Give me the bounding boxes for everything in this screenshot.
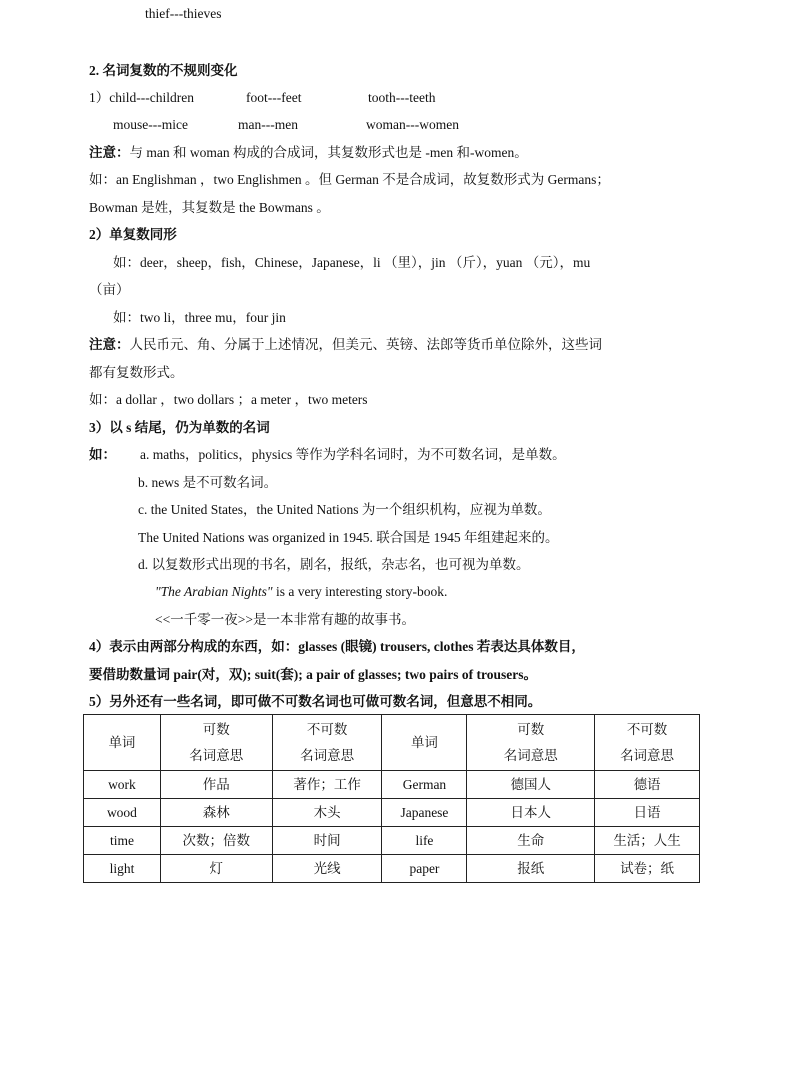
table-cell: 次数；倍数 xyxy=(160,827,272,855)
example-thief: thief---thieves xyxy=(145,6,222,21)
table-cell: paper xyxy=(382,855,467,883)
example-woman: woman---women xyxy=(366,117,459,132)
example-arabian-nights xyxy=(155,583,447,601)
table-cell: light xyxy=(84,855,161,883)
example-dollar: 如：a dollar ，two dollars ；a meter ，two meters xyxy=(89,392,368,407)
table-cell: 日语 xyxy=(595,799,700,827)
table-cell: work xyxy=(84,771,161,799)
table-cell: 灯 xyxy=(160,855,272,883)
table-row xyxy=(84,799,700,827)
table-cell: 时间 xyxy=(272,827,382,855)
example-tooth: tooth---teeth xyxy=(368,90,436,105)
example-child: 1）child---children xyxy=(89,90,194,105)
table-cell: 作品 xyxy=(160,771,272,799)
table-cell: time xyxy=(84,827,161,855)
table-header-row xyxy=(84,715,700,771)
note-compound-words xyxy=(89,144,528,162)
table-cell: 生活；人生 xyxy=(595,827,700,855)
table-row xyxy=(84,855,700,883)
example-same-form-list-cont: （亩） xyxy=(89,282,130,297)
section-heading-irregular-plurals: 2. 名词复数的不规则变化 xyxy=(89,63,238,78)
example-news: b. news 是不可数名词。 xyxy=(138,475,278,490)
example-united-nations: The United Nations was organized in 1945. 联合国是 1945 年组建起来的。 xyxy=(138,530,559,545)
header-cell: 可数 名词意思 xyxy=(467,715,595,771)
example-label: 如： xyxy=(89,447,116,462)
note-text: 与 man 和 woman 构成的合成词，其复数形式也是 -men 和-women。 xyxy=(129,145,528,160)
example-maths xyxy=(89,446,566,464)
table-row xyxy=(84,771,700,799)
example-mouse: mouse---mice xyxy=(113,117,188,132)
table-cell: 木头 xyxy=(272,799,382,827)
example-englishman: 如：an Englishman ，two Englishmen 。但 German 不是合成词，故复数形式为 Germans； xyxy=(89,172,610,187)
note-currency xyxy=(89,336,602,354)
table-row xyxy=(84,827,700,855)
example-arabian-nights-translation: <<一千零一夜>>是一本非常有趣的故事书。 xyxy=(155,612,415,627)
note-label: 注意： xyxy=(89,337,130,352)
subheading-two-part-things-cont: 要借助数量词 pair(对，双); suit(套); a pair of glasses; two pairs of trousers。 xyxy=(89,667,537,682)
note-text: 人民币元、角、分属于上述情况，但美元、英镑、法郎等货币单位除外，这些词 xyxy=(129,337,602,352)
note-currency-cont: 都有复数形式。 xyxy=(89,365,184,380)
example-bowman: Bowman 是姓，其复数是 the Bowmans 。 xyxy=(89,200,330,215)
note-label: 注意： xyxy=(89,145,130,160)
table-cell: life xyxy=(382,827,467,855)
table-cell: 森林 xyxy=(160,799,272,827)
subheading-same-form: 2）单复数同形 xyxy=(89,227,177,242)
table-cell: Japanese xyxy=(382,799,467,827)
subheading-s-ending: 3）以 s 结尾，仍为单数的名词 xyxy=(89,420,270,435)
table-cell: German xyxy=(382,771,467,799)
example-text: is a very interesting story-book. xyxy=(272,584,448,599)
example-units: 如：two li，three mu，four jin xyxy=(113,310,286,325)
book-title: "The Arabian Nights" xyxy=(155,584,273,599)
subheading-two-part-things: 4）表示由两部分构成的东西，如：glasses (眼镜) trousers, clothes 若表达具体数目， xyxy=(89,639,585,654)
table-cell: 著作；工作 xyxy=(272,771,382,799)
countable-uncountable-table xyxy=(83,714,700,883)
table-cell: 德国人 xyxy=(467,771,595,799)
table-cell: 报纸 xyxy=(467,855,595,883)
table-cell: 光线 xyxy=(272,855,382,883)
header-cell: 不可数 名词意思 xyxy=(272,715,382,771)
subheading-countable-uncountable: 5）另外还有一些名词，即可做不可数名词也可做可数名词，但意思不相同。 xyxy=(89,694,542,709)
example-foot: foot---feet xyxy=(246,90,302,105)
table-cell: wood xyxy=(84,799,161,827)
example-text: a. maths，politics，physics 等作为学科名词时，为不可数名词，是单数。 xyxy=(140,447,566,462)
table-cell: 试卷；纸 xyxy=(595,855,700,883)
table-cell: 德语 xyxy=(595,771,700,799)
example-same-form-list: 如：deer，sheep，fish，Chinese，Japanese，li （里），jin （斤），yuan （元），mu xyxy=(113,255,591,270)
table-cell: 日本人 xyxy=(467,799,595,827)
example-book-titles: d. 以复数形式出现的书名，剧名，报纸，杂志名，也可视为单数。 xyxy=(138,557,530,572)
example-man: man---men xyxy=(238,117,298,132)
header-cell: 单词 xyxy=(382,715,467,771)
header-cell: 单词 xyxy=(84,715,161,771)
example-united-states: c. the United States，the United Nations 为一个组织机构，应视为单数。 xyxy=(138,502,551,517)
table-cell: 生命 xyxy=(467,827,595,855)
header-cell: 可数 名词意思 xyxy=(160,715,272,771)
header-cell: 不可数 名词意思 xyxy=(595,715,700,771)
